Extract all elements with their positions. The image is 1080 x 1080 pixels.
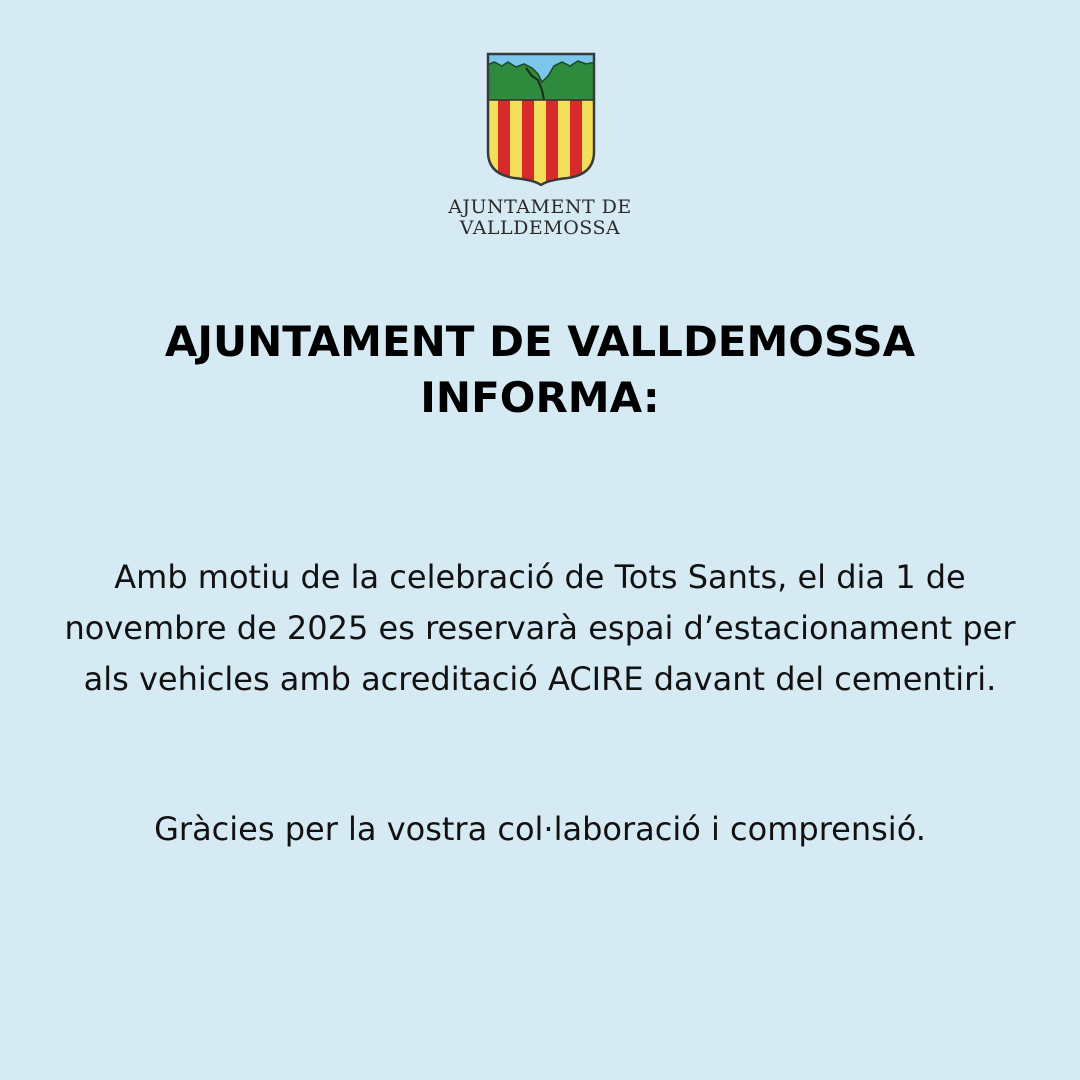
page-title: [40, 314, 1040, 426]
notice-body: Amb motiu de la celebració de Tots Sants, el dia 1 de novembre de 2025 es reservarà espai d’estacionament per als vehicles amb acreditació ACIRE davant del cementiri.: [64, 558, 1016, 698]
logo-text: [390, 197, 690, 239]
notice-thanks: Gràcies per la vostra col·laboració i comprensió.: [154, 810, 926, 848]
logo-text-line1: AJUNTAMENT DE: [448, 196, 632, 218]
title-line2: INFORMA:: [420, 373, 660, 422]
title-line1: AJUNTAMENT DE VALLDEMOSSA: [164, 317, 916, 366]
logo-text-line2: VALLDEMOSSA: [459, 217, 621, 239]
coat-of-arms-icon: [486, 52, 596, 186]
